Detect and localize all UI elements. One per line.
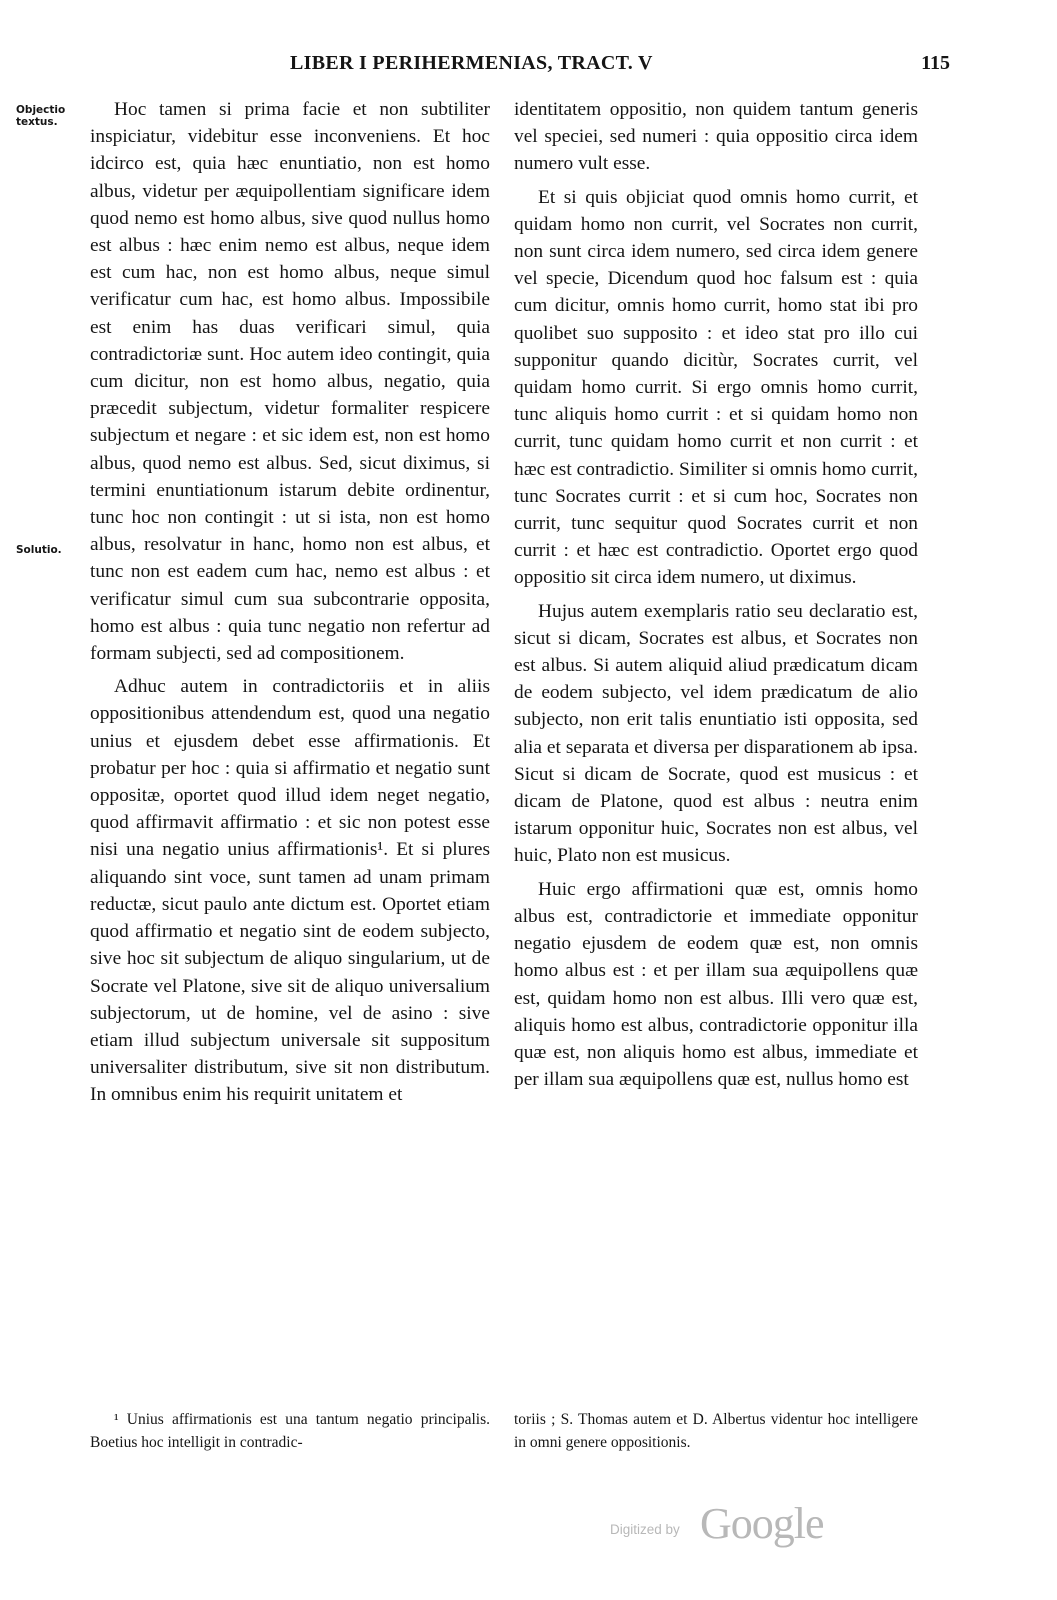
marginal-note-solutio: Solutio. (16, 544, 62, 556)
running-title: LIBER I PERIHERMENIAS, TRACT. V (290, 52, 653, 74)
left-text-column (90, 96, 490, 1109)
paragraph: Et si quis objiciat quod omnis homo currit, et quidam homo non currit, vel Socrates non currit, non sunt circa idem numero, sed circa idem genere vel specie, Dicendum quod hoc falsum est : quia cum dicitur, omnis homo currit, homo stat ibi pro quolibet suo supposito : et ideo stat pro illo cui supponitur quando dicitùr, Socrates currit, vel quidam homo currit. Si ergo omnis homo currit, tunc aliquis homo currit : et si quidam homo non currit, tunc quidam homo currit et non currit : et hæc est contradictio. Similiter si omnis homo currit, tunc Socrates currit : et si cum hoc, Socrates non currit, tunc sequitur quod Socrates currit et non currit : et hæc est contradictio. Oportet ergo quod oppositio sit circa idem numero, ut diximus. (514, 186, 918, 589)
footnote-text: toriis ; S. Thomas autem et D. Albertus videntur hoc intelligere in omni genere oppositionis. (514, 1411, 918, 1451)
right-text-column (514, 96, 918, 1093)
page-header (290, 52, 950, 82)
page-number: 115 (921, 52, 950, 74)
paragraph: Hoc tamen si prima facie et non subtiliter inspiciatur, videbitur esse inconveniens. Et hoc idcirco est, quia hæc enuntiatio, non est homo albus, videtur per æquipollentiam significare idem quod nemo est homo albus, sive quod nullus homo est albus : hæc enim nemo est albus, neque idem est cum hac, non est homo albus, neque simul verificatur cum hac, est homo albus. Impossibile est enim has duas verificari simul, quia contradictoriæ sunt. Hoc autem ideo contingit, quia cum dicitur, non est homo albus, negatio, quia præcedit subjectum, videtur formaliter respicere subjectum et negare : et sic idem est, non est homo albus, quod nemo est albus. Sed, sicut diximus, si termini enuntiationum istarum debite ordinentur, tunc hoc non contingit : ut si ista, non est homo albus, resolvatur in hanc, homo non est albus, et tunc non est eadem cum hac, nemo est albus : et verificatur simul cum sua subcontrarie opposita, homo est albus : quia tunc negatio non refertur ad formam subjecti, sed ad compositionem. (90, 99, 490, 665)
paragraph: Adhuc autem in contradictoriis et in aliis oppositionibus attendendum est, quod una negatio unius et ejusdem debet esse affirmationis. Et probatur per hoc : quia si affirmatio et negatio sunt oppositæ, oportet quod illud idem neget negatio, quod affirmavit affirmatio : et sic non potest esse nisi una negatio unius affirmationis¹. Et si plures aliquando sint voce, sunt tamen ad unam primam reductæ, sicut paulo ante dictum est. Oportet etiam quod affirmatio et negatio sint de eodem subjecto, sive hoc sit subjectum de aliquo singularium, ut de Socrate vel Platone, sive sit de aliquo universalium subjectorum, ut de homine, vel de asino : sive etiam illud subjectum universale sit suppositum universaliter distributum, sive sit non distributum. In omnibus enim his requirit unitatem et (90, 676, 490, 1106)
footnote-right (514, 1408, 918, 1454)
watermark-caption: Digitized by (610, 1522, 680, 1537)
digitized-watermark (610, 1498, 840, 1548)
paragraph: Huic ergo affirmationi quæ est, omnis homo albus est, contradictorie et immediate opponitur negatio ejusdem de eodem quæ est, non omnis homo albus est : et per illam sua æquipollens quæ est, quidam homo non est albus. Illi vero quæ est, aliquis homo est albus, contradictorie opponitur illa quæ est, non aliquis homo est albus, immediate et per illam sua æquipollens quæ est, nullus homo est (514, 878, 918, 1091)
paragraph: Hujus autem exemplaris ratio seu declaratio est, sicut si dicam, Socrates est albus, et Socrates non est albus. Si autem aliquid aliud prædicatum dicam de eodem subjecto, vel idem prædicatum de alio subjecto, non erit talis enuntiatio isti opposita, sed alia et separata et diversa per disparationem ab ipsa. Sicut si dicam de Socrate, quod est musicus : et dicam de Platone, quod est albus : neutra enim istarum opponitur huic, Socrates non est albus, vel huic, Plato non est musicus. (514, 600, 918, 867)
footnote-left (90, 1408, 490, 1454)
footnote-text: ¹ Unius affirmationis est una tantum negatio principalis. Boetius hoc intelligit in contradic- (90, 1411, 490, 1451)
google-logo: Google (700, 1499, 824, 1548)
marginal-note-objectio: Objectio textus. (16, 104, 66, 128)
paragraph: identitatem oppositio, non quidem tantum generis vel speciei, sed numeri : quia oppositio circa idem numero vult esse. (514, 99, 918, 175)
